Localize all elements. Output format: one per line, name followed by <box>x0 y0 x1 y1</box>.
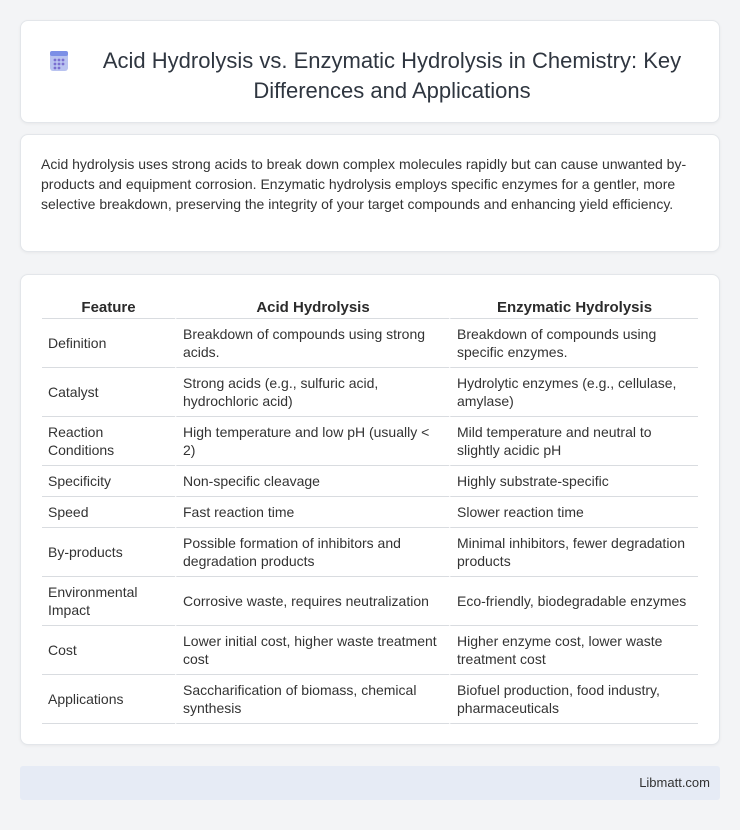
table-cell: Mild temperature and neutral to slightly acidic pH <box>449 417 698 466</box>
column-header-enzymatic: Enzymatic Hydrolysis <box>449 296 698 319</box>
comparison-table <box>42 296 698 724</box>
table-cell: Corrosive waste, requires neutralization <box>175 577 449 626</box>
table-row <box>42 368 698 417</box>
table-cell: Strong acids (e.g., sulfuric acid, hydrochloric acid) <box>175 368 449 417</box>
table-cell: Minimal inhibitors, fewer degradation products <box>449 528 698 577</box>
table-cell: Reaction Conditions <box>42 417 175 466</box>
table-header-row <box>42 296 698 319</box>
page-title: Acid Hydrolysis vs. Enzymatic Hydrolysis in Chemistry: Key Differences and Applications <box>102 48 682 103</box>
table-cell: Fast reaction time <box>175 497 449 528</box>
table-cell: Cost <box>42 626 175 675</box>
table-cell: Slower reaction time <box>449 497 698 528</box>
column-header-acid: Acid Hydrolysis <box>175 296 449 319</box>
table-row <box>42 626 698 675</box>
footer <box>20 766 720 800</box>
table-cell: Catalyst <box>42 368 175 417</box>
table-cell: Highly substrate-specific <box>449 466 698 497</box>
table-cell: Biofuel production, food industry, pharmaceuticals <box>449 675 698 724</box>
table-row <box>42 417 698 466</box>
table-cell: Non-specific cleavage <box>175 466 449 497</box>
table-cell: Breakdown of compounds using specific enzymes. <box>449 319 698 368</box>
table-cell: Lower initial cost, higher waste treatment cost <box>175 626 449 675</box>
table-cell: Saccharification of biomass, chemical synthesis <box>175 675 449 724</box>
summary-card <box>20 134 720 252</box>
table-cell: Breakdown of compounds using strong acids. <box>175 319 449 368</box>
table-cell: Eco-friendly, biodegradable enzymes <box>449 577 698 626</box>
table-row <box>42 528 698 577</box>
table-row <box>42 675 698 724</box>
table-row <box>42 319 698 368</box>
column-header-feature: Feature <box>42 296 175 319</box>
table-cell: Applications <box>42 675 175 724</box>
table-cell: Environmental Impact <box>42 577 175 626</box>
document-grid-icon <box>48 50 70 72</box>
table-row <box>42 466 698 497</box>
summary-text: Acid hydrolysis uses strong acids to break down complex molecules rapidly but can cause unwanted by-products and equipment corrosion. Enzymatic hydrolysis employs specific enzymes for a gentler, more selective breakdown, preserving the integrity of your target compounds and enhancing yield efficiency. <box>41 156 687 212</box>
table-cell: Definition <box>42 319 175 368</box>
table-cell: Hydrolytic enzymes (e.g., cellulase, amylase) <box>449 368 698 417</box>
table-cell: Possible formation of inhibitors and degradation products <box>175 528 449 577</box>
title-card <box>20 20 720 123</box>
table-cell: By-products <box>42 528 175 577</box>
table-cell: High temperature and low pH (usually < 2) <box>175 417 449 466</box>
table-cell: Speed <box>42 497 175 528</box>
table-cell: Specificity <box>42 466 175 497</box>
table-row <box>42 577 698 626</box>
table-row <box>42 497 698 528</box>
footer-brand-link[interactable]: Libmatt.com <box>639 775 710 790</box>
table-cell: Higher enzyme cost, lower waste treatment cost <box>449 626 698 675</box>
comparison-table-card <box>20 274 720 745</box>
